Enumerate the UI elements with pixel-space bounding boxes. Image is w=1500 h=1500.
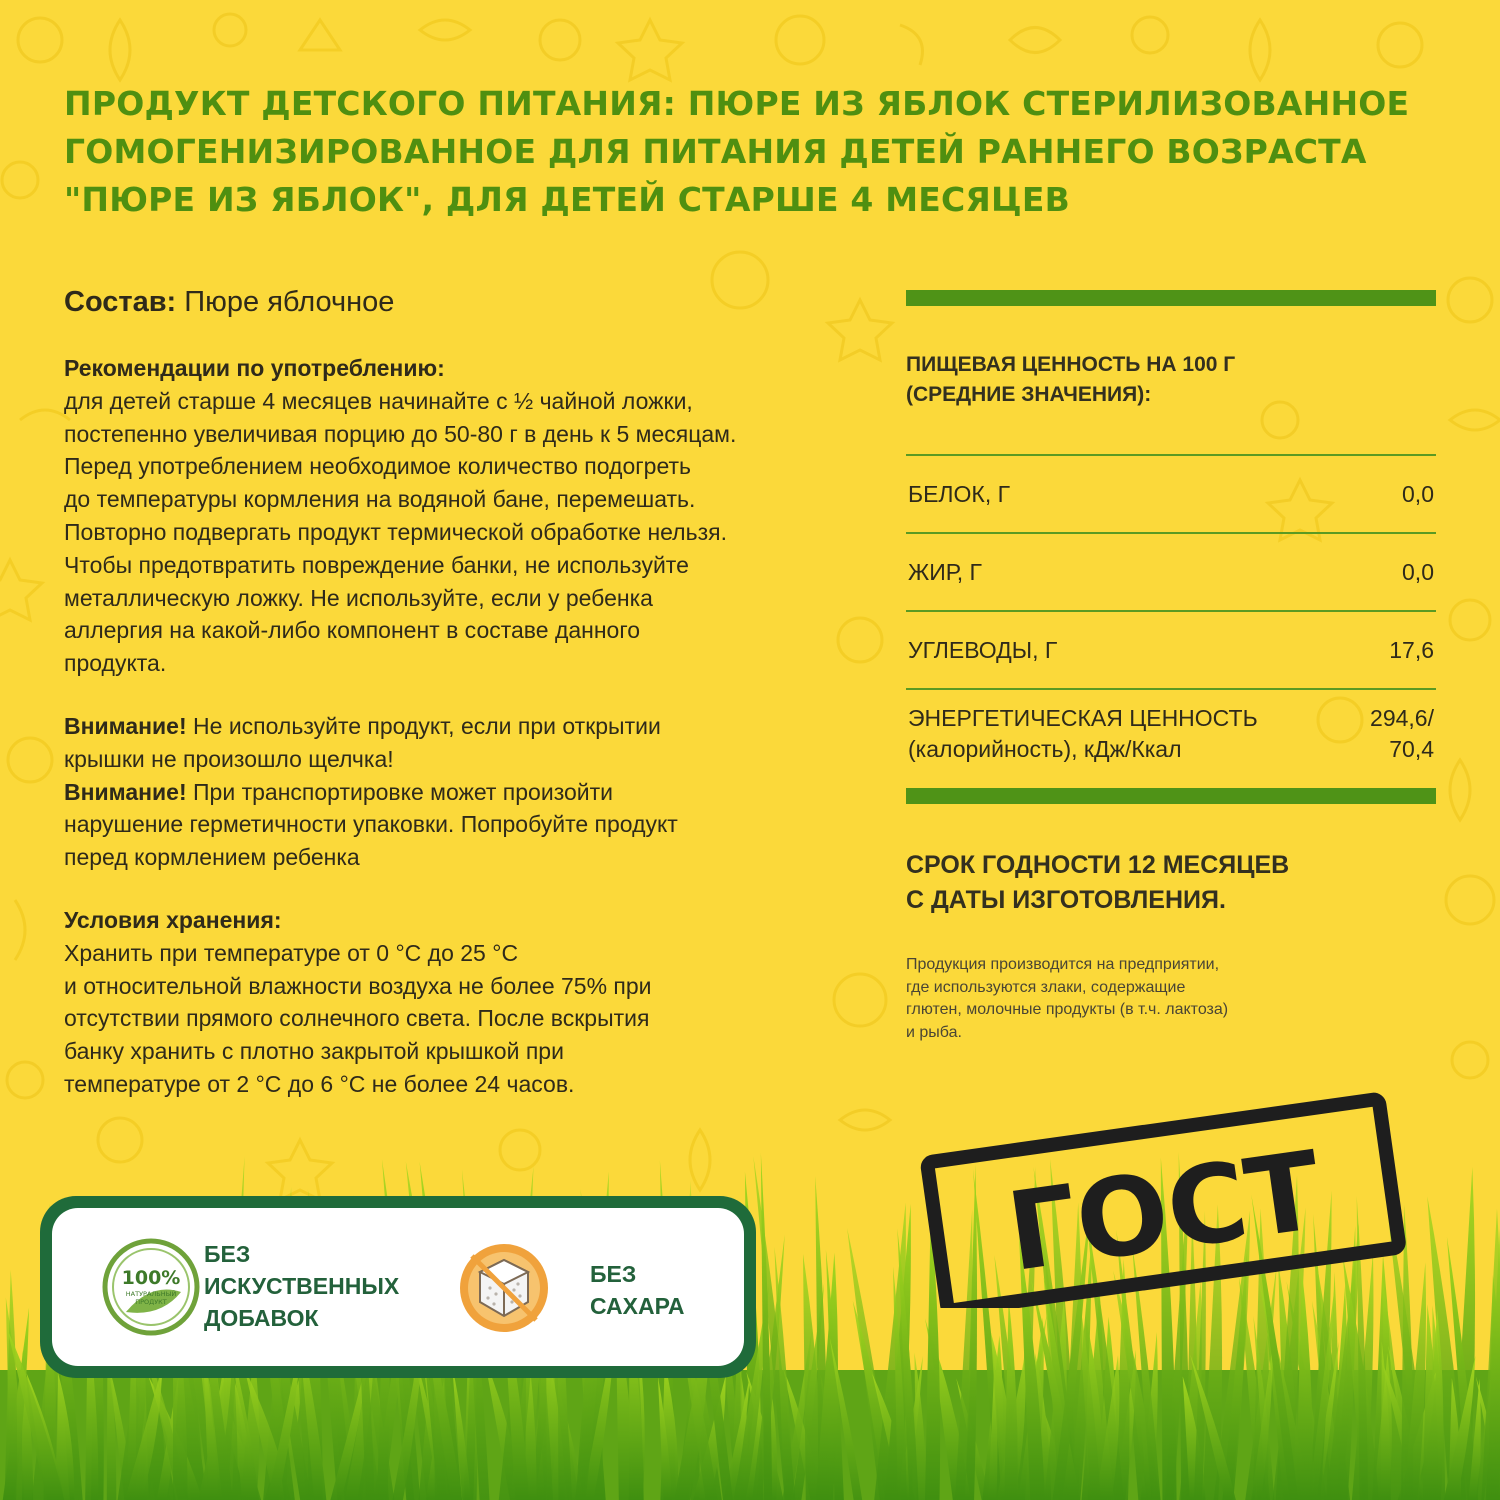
recommendations-line: Перед употреблением необходимое количество подогреть: [64, 453, 691, 480]
warning-line: крышки не произошло щелчка!: [64, 745, 394, 772]
no-sugar-cube-icon: [456, 1240, 552, 1336]
recommendations-line: металлическую ложку. Не используйте, если у ребенка: [64, 584, 653, 611]
no-additives-line: БЕЗ: [204, 1241, 251, 1267]
warning-line: [64, 710, 864, 743]
warnings-section: [64, 710, 864, 874]
production-note-line: и рыба.: [906, 1023, 962, 1041]
composition: [64, 282, 864, 322]
nutrition-row-label: ЖИР, Г: [908, 558, 982, 585]
recommendations-line: постепенно увеличивая порцию до 50-80 г в день к 5 месяцам.: [64, 420, 737, 447]
warning-label: Внимание!: [64, 778, 187, 805]
no-additives-line: ДОБАВОК: [204, 1305, 319, 1331]
shelf-life-line: СРОК ГОДНОСТИ 12 МЕСЯЦЕВ: [906, 851, 1290, 879]
product-title: [64, 80, 1444, 224]
shelf-life-line: С ДАТЫ ИЗГОТОВЛЕНИЯ.: [906, 886, 1226, 914]
warning-text: При транспортировке может произойти: [186, 778, 614, 805]
warning-line: нарушение герметичности упаковки. Попробуйте продукт: [64, 811, 678, 838]
nutrition-row-carbs: [906, 612, 1436, 688]
nutrition-row-value: 0,0: [1402, 558, 1434, 585]
warning-line: перед кормлением ребенка: [64, 844, 360, 871]
recommendations-section: [64, 352, 864, 680]
storage-line: и относительной влажности воздуха не более 75% при: [64, 972, 652, 999]
features-badge: [40, 1196, 756, 1378]
recommendations-line: аллергия на какой-либо компонент в составе данного: [64, 617, 641, 644]
storage-line: отсутствии прямого солнечного света. После вскрытия: [64, 1005, 650, 1032]
nutrition-heading: [906, 350, 1436, 410]
storage-line: температуре от 2 °С до 6 °С не более 24 часов.: [64, 1070, 575, 1097]
gost-stamp: [912, 1084, 1412, 1308]
features-badge-inner: [52, 1208, 744, 1366]
grass-blade: [1481, 1208, 1500, 1500]
nutrition-row-label: БЕЛОК, Г: [908, 480, 1011, 507]
nutrition-column: [906, 290, 1436, 1044]
production-note-line: где используются злаки, содержащие: [906, 978, 1186, 996]
storage-heading: Условия хранения:: [64, 906, 282, 933]
composition-value: Пюре яблочное: [184, 286, 395, 318]
recommendations-line: для детей старше 4 месяцев начинайте с ½ чайной ложки,: [64, 387, 693, 414]
seal-caption-text: НАТУРАЛЬНЫЙ: [125, 1290, 177, 1298]
seal-percent-text: 100%: [121, 1267, 181, 1289]
nutrition-energy-label-line: (калорийность), кДж/Ккал: [908, 736, 1182, 762]
nutrition-row-value: 0,0: [1402, 480, 1434, 507]
nutrition-bottom-bar: [906, 788, 1436, 804]
natural-product-seal-icon: [96, 1232, 206, 1342]
nutrition-row-fat: [906, 534, 1436, 610]
recommendations-line: Чтобы предотвратить повреждение банки, не используйте: [64, 551, 689, 578]
nutrition-top-bar: [906, 290, 1436, 306]
storage-line: Хранить при температуре от 0 °С до 25 °С: [64, 939, 519, 966]
nutrition-energy-label: [908, 703, 1258, 765]
nutrition-heading-line: (СРЕДНИЕ ЗНАЧЕНИЯ):: [906, 383, 1152, 406]
shelf-life: [906, 848, 1436, 918]
product-title-line: "ПЮРЕ ИЗ ЯБЛОК", ДЛЯ ДЕТЕЙ СТАРШЕ 4 МЕСЯЦЕВ: [64, 180, 1070, 219]
storage-line: банку хранить с плотно закрытой крышкой при: [64, 1038, 564, 1065]
product-info-column: [64, 282, 864, 1101]
nutrition-row-energy: [906, 690, 1436, 778]
no-additives-label: [204, 1238, 399, 1334]
recommendations-heading: Рекомендации по употреблению:: [64, 355, 445, 381]
nutrition-row-label: УГЛЕВОДЫ, Г: [908, 636, 1058, 663]
no-sugar-label: [590, 1258, 685, 1322]
warning-label: Внимание!: [64, 712, 187, 739]
warning-text: Не используйте продукт, если при открытии: [186, 712, 661, 739]
nutrition-row-protein: [906, 456, 1436, 532]
nutrition-energy-value-line: 70,4: [1389, 736, 1434, 762]
no-additives-line: ИСКУСТВЕННЫХ: [204, 1273, 400, 1299]
nutrition-row-value: 17,6: [1389, 636, 1434, 663]
no-sugar-line: БЕЗ: [590, 1261, 637, 1287]
recommendations-line: Повторно подвергать продукт термической обработке нельзя.: [64, 518, 727, 545]
warning-line: [64, 776, 864, 809]
production-note-line: глютен, молочные продукты (в т.ч. лактоза): [906, 1001, 1229, 1018]
nutrition-heading-line: ПИЩЕВАЯ ЦЕННОСТЬ НА 100 Г: [906, 353, 1236, 376]
recommendations-line: до температуры кормления на водяной бане, перемешать.: [64, 486, 696, 513]
nutrition-energy-value: [1370, 703, 1434, 765]
composition-label: Состав:: [64, 286, 177, 318]
recommendations-line: продукта.: [64, 650, 167, 677]
product-title-line: ПРОДУКТ ДЕТСКОГО ПИТАНИЯ: ПЮРЕ ИЗ ЯБЛОК СТЕРИЛИЗОВАННОЕ: [64, 84, 1410, 123]
product-title-line: ГОМОГЕНИЗИРОВАННОЕ ДЛЯ ПИТАНИЯ ДЕТЕЙ РАННЕГО ВОЗРАСТА: [64, 132, 1367, 171]
seal-caption-text: ПРОДУКТ: [135, 1298, 167, 1306]
production-note: [906, 954, 1326, 1044]
storage-section: [64, 904, 864, 1101]
nutrition-energy-value-line: 294,6/: [1370, 705, 1434, 731]
gost-stamp-text: ГОСТ: [1000, 1128, 1329, 1297]
no-sugar-line: САХАРА: [590, 1293, 685, 1319]
production-note-line: Продукция производится на предприятии,: [906, 956, 1220, 973]
nutrition-energy-label-line: ЭНЕРГЕТИЧЕСКАЯ ЦЕННОСТЬ: [908, 705, 1258, 731]
